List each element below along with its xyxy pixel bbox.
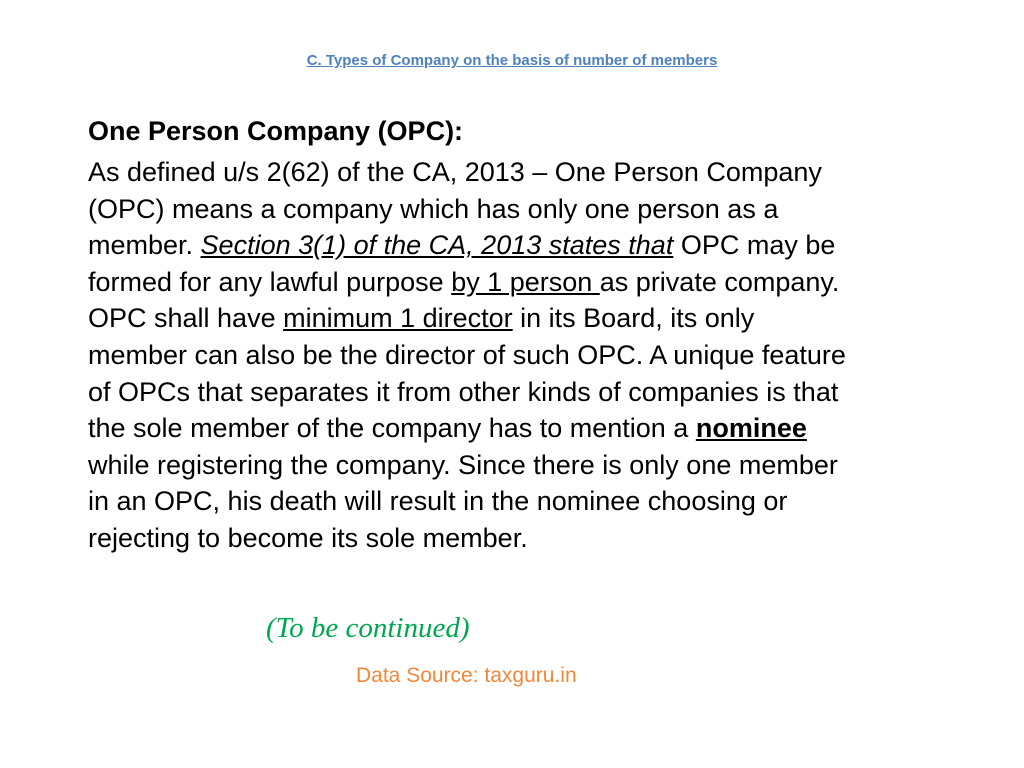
paragraph-line [88, 483, 978, 520]
text-run: member. [88, 230, 201, 261]
paragraph-line [88, 374, 978, 411]
section-reference: Section 3(1) of the CA, 2013 states that [200, 230, 674, 261]
emphasis-by-one-person: by 1 person [451, 266, 600, 297]
section-heading: One Person Company (OPC): [88, 116, 464, 146]
slide-title: C. Types of Company on the basis of number of members [306, 52, 718, 69]
emphasis-nominee: nominee [695, 413, 807, 444]
text-run: while registering the company. Since there is only one member [88, 449, 838, 480]
paragraph-line [88, 410, 978, 447]
paragraph-line [88, 264, 978, 301]
text-run: formed for any lawful purpose [88, 266, 452, 297]
emphasis-minimum-director: minimum 1 director [283, 303, 513, 334]
text-run: (OPC) means a company which has only one person as a [88, 193, 779, 224]
to-be-continued-note: (To be continued) [266, 612, 470, 644]
paragraph-line [88, 154, 978, 191]
text-run: in its Board, its only [512, 303, 755, 334]
text-run: OPC shall have [88, 303, 284, 334]
paragraph-line [88, 227, 978, 264]
text-run: member can also be the director of such OPC. A unique feature [88, 339, 846, 370]
paragraph-line [88, 520, 978, 557]
text-run: As defined u/s 2(62) of the CA, 2013 – One Person Company [88, 157, 822, 187]
paragraph-line [88, 191, 978, 228]
body-paragraph [88, 154, 978, 557]
slide-content [88, 114, 978, 557]
paragraph-line [88, 447, 978, 484]
text-run: of OPCs that separates it from other kinds of companies is that [88, 376, 839, 407]
paragraph-line [88, 300, 978, 337]
text-run: OPC may be [673, 230, 836, 261]
text-run: in an OPC, his death will result in the nominee choosing or [88, 486, 788, 517]
text-run: the sole member of the company has to mention a [88, 413, 696, 444]
text-run: rejecting to become its sole member. [88, 522, 528, 553]
data-source-credit: Data Source: taxguru.in [356, 664, 577, 687]
paragraph-line [88, 337, 978, 374]
text-run: as private company. [599, 266, 840, 297]
